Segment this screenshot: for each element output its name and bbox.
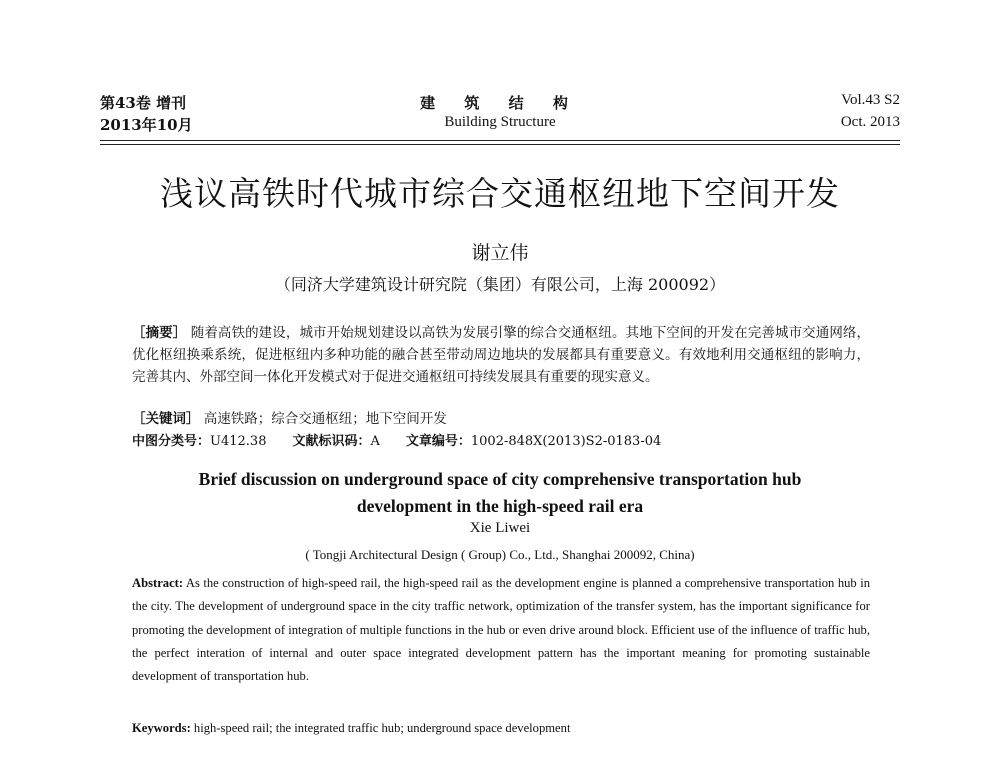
journal-name-cn: 建 筑 结 构 (420, 94, 580, 112)
author-en: Xie Liwei (469, 520, 531, 536)
header-rule-thin (100, 144, 900, 145)
paper-title-en (0, 466, 1000, 520)
keywords-en-label: Keywords: (132, 721, 191, 735)
article-no-label: 文章编号： (405, 434, 471, 449)
clc-label: 中图分类号： (132, 434, 211, 449)
abstract-en-text: As the construction of high-speed rail, the high-speed rail as the development engine is planned a comprehensive transportation hub in the city. The development of underground space in the city traffic network, optimization of the transfer system, has the important significance for promoting the development of integration of multiple functions in the hub or even drive around block. Efficient use of the influence of traffic hub, the perfect interation of internal and outer space integrated development pattern has the important meaning for promoting sustainable development of transportation hub. (132, 576, 870, 684)
article-no-value: 1002-848X(2013)S2-0183-04 (470, 434, 662, 449)
date-cn: 2013年10月 (100, 116, 193, 134)
journal-name-en: Building Structure (444, 114, 556, 130)
keywords-cn (132, 407, 447, 427)
paper-title-en-line1: Brief discussion on underground space of city comprehensive transportation hub (198, 469, 802, 489)
abstract-cn (132, 322, 870, 388)
clc-value: U412.38 (210, 434, 267, 449)
keywords-en-text: high-speed rail; the integrated traffic hub; underground space development (193, 721, 571, 735)
abstract-en-label: Abstract: (132, 576, 184, 590)
date-en: Oct. 2013 (840, 114, 900, 130)
volume-issue-cn: 第43卷 增刊 (100, 94, 187, 112)
paper-title-cn: 浅议高铁时代城市综合交通枢纽地下空间开发 (160, 174, 840, 213)
abstract-en (132, 572, 870, 688)
doc-code-value: A (370, 434, 380, 449)
affiliation-cn: （同济大学建筑设计研究院（集团）有限公司，上海 200092） (274, 275, 726, 294)
keywords-cn-text: 高速铁路；综合交通枢纽；地下空间开发 (203, 411, 447, 427)
author-cn: 谢立伟 (471, 242, 529, 264)
paper-title-en-line2: development in the high-speed rail era (356, 496, 644, 516)
keywords-cn-label: ［关键词］ (132, 411, 200, 427)
keywords-en (132, 721, 570, 736)
classification-line (132, 430, 661, 449)
volume-issue-en: Vol.43 S2 (841, 92, 900, 108)
journal-header (100, 92, 900, 138)
abstract-cn-text: 随着高铁的建设，城市开始规划建设以高铁为发展引擎的综合交通枢纽。其地下空间的开发在完善城市交通网络，优化枢纽换乘系统，促进枢纽内多种功能的融合甚至带动周边地块的发展都具有重要意义。有效地利用交通枢纽的影响力，完善其内、外部空间一体化开发模式对于促进交通枢纽可持续发展具有重要的现实意义。 (132, 325, 871, 385)
doc-code-label: 文献标识码： (292, 434, 371, 449)
abstract-cn-label: ［摘要］ (132, 325, 187, 341)
header-rule-thick (100, 140, 900, 141)
affiliation-en: ( Tongji Architectural Design ( Group) Co., Ltd., Shanghai 200092, China) (305, 547, 695, 562)
